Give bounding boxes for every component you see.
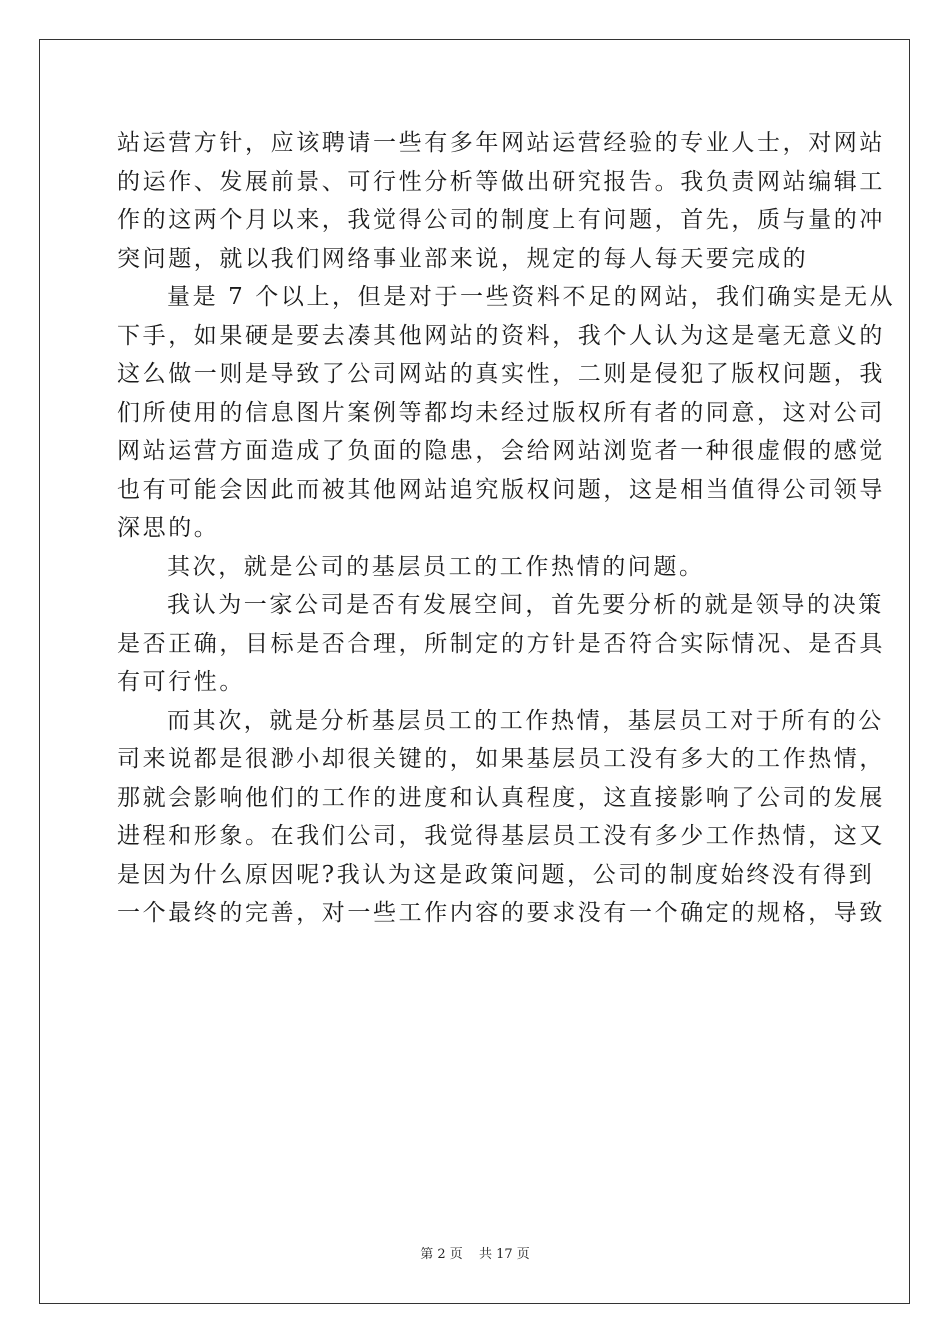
text-line: 是否正确，目标是否合理，所制定的方针是否符合实际情况、是否具 — [117, 630, 885, 657]
text-line: 突问题，就以我们网络事业部来说，规定的每人每天要完成的 — [117, 245, 809, 272]
text-line: 有可行性。 — [117, 669, 245, 695]
text-line: 我认为一家公司是否有发展空间，首先要分析的就是领导的决策 — [167, 592, 884, 618]
text-line: 深思的。 — [117, 515, 220, 541]
page-total: 共 17 页 — [478, 1247, 530, 1262]
page-number: 第 2 页 — [420, 1247, 463, 1262]
text-line: 量是 7 个以上，但是对于一些资料不足的网站，我们确实是无从 — [167, 284, 896, 310]
text-line: 也有可能会因此而被其他网站追究版权问题，这是相当值得公司领导 — [117, 476, 885, 503]
text-line: 作的这两个月以来，我觉得公司的制度上有问题，首先，质与量的冲 — [117, 207, 885, 233]
text-line: 网站运营方面造成了负面的隐患，会给网站浏览者一种很虚假的感觉 — [117, 438, 885, 464]
text-line: 一个最终的完善，对一些工作内容的要求没有一个确定的规格，导致 — [117, 900, 885, 926]
text-line: 站运营方针，应该聘请一些有多年网站运营经验的专业人士，对网站 — [117, 130, 885, 156]
text-line: 而其次，就是分析基层员工的工作热情，基层员工对于所有的公 — [167, 707, 884, 734]
text-line: 这么做一则是导致了公司网站的真实性，二则是侵犯了版权问题，我 — [117, 361, 885, 387]
text-line: 们所使用的信息图片案例等都均未经过版权所有者的同意，这对公司 — [117, 399, 885, 426]
document-body — [117, 124, 896, 933]
page-footer — [0, 1243, 950, 1262]
text-line: 那就会影响他们的工作的进度和认真程度，这直接影响了公司的发展 — [117, 784, 885, 811]
text-line: 其次，就是公司的基层员工的工作热情的问题。 — [167, 553, 705, 580]
text-line: 下手，如果硬是要去凑其他网站的资料，我个人认为这是毫无意义的 — [117, 322, 885, 349]
text-line: 进程和形象。在我们公司，我觉得基层员工没有多少工作热情，这又 — [117, 823, 885, 849]
text-line: 司来说都是很渺小却很关键的，如果基层员工没有多大的工作热情， — [117, 746, 885, 772]
text-line: 的运作、发展前景、可行性分析等做出研究报告。我负责网站编辑工 — [117, 168, 885, 195]
text-line: 是因为什么原因呢?我认为这是政策问题，公司的制度始终没有得到 — [117, 861, 875, 888]
